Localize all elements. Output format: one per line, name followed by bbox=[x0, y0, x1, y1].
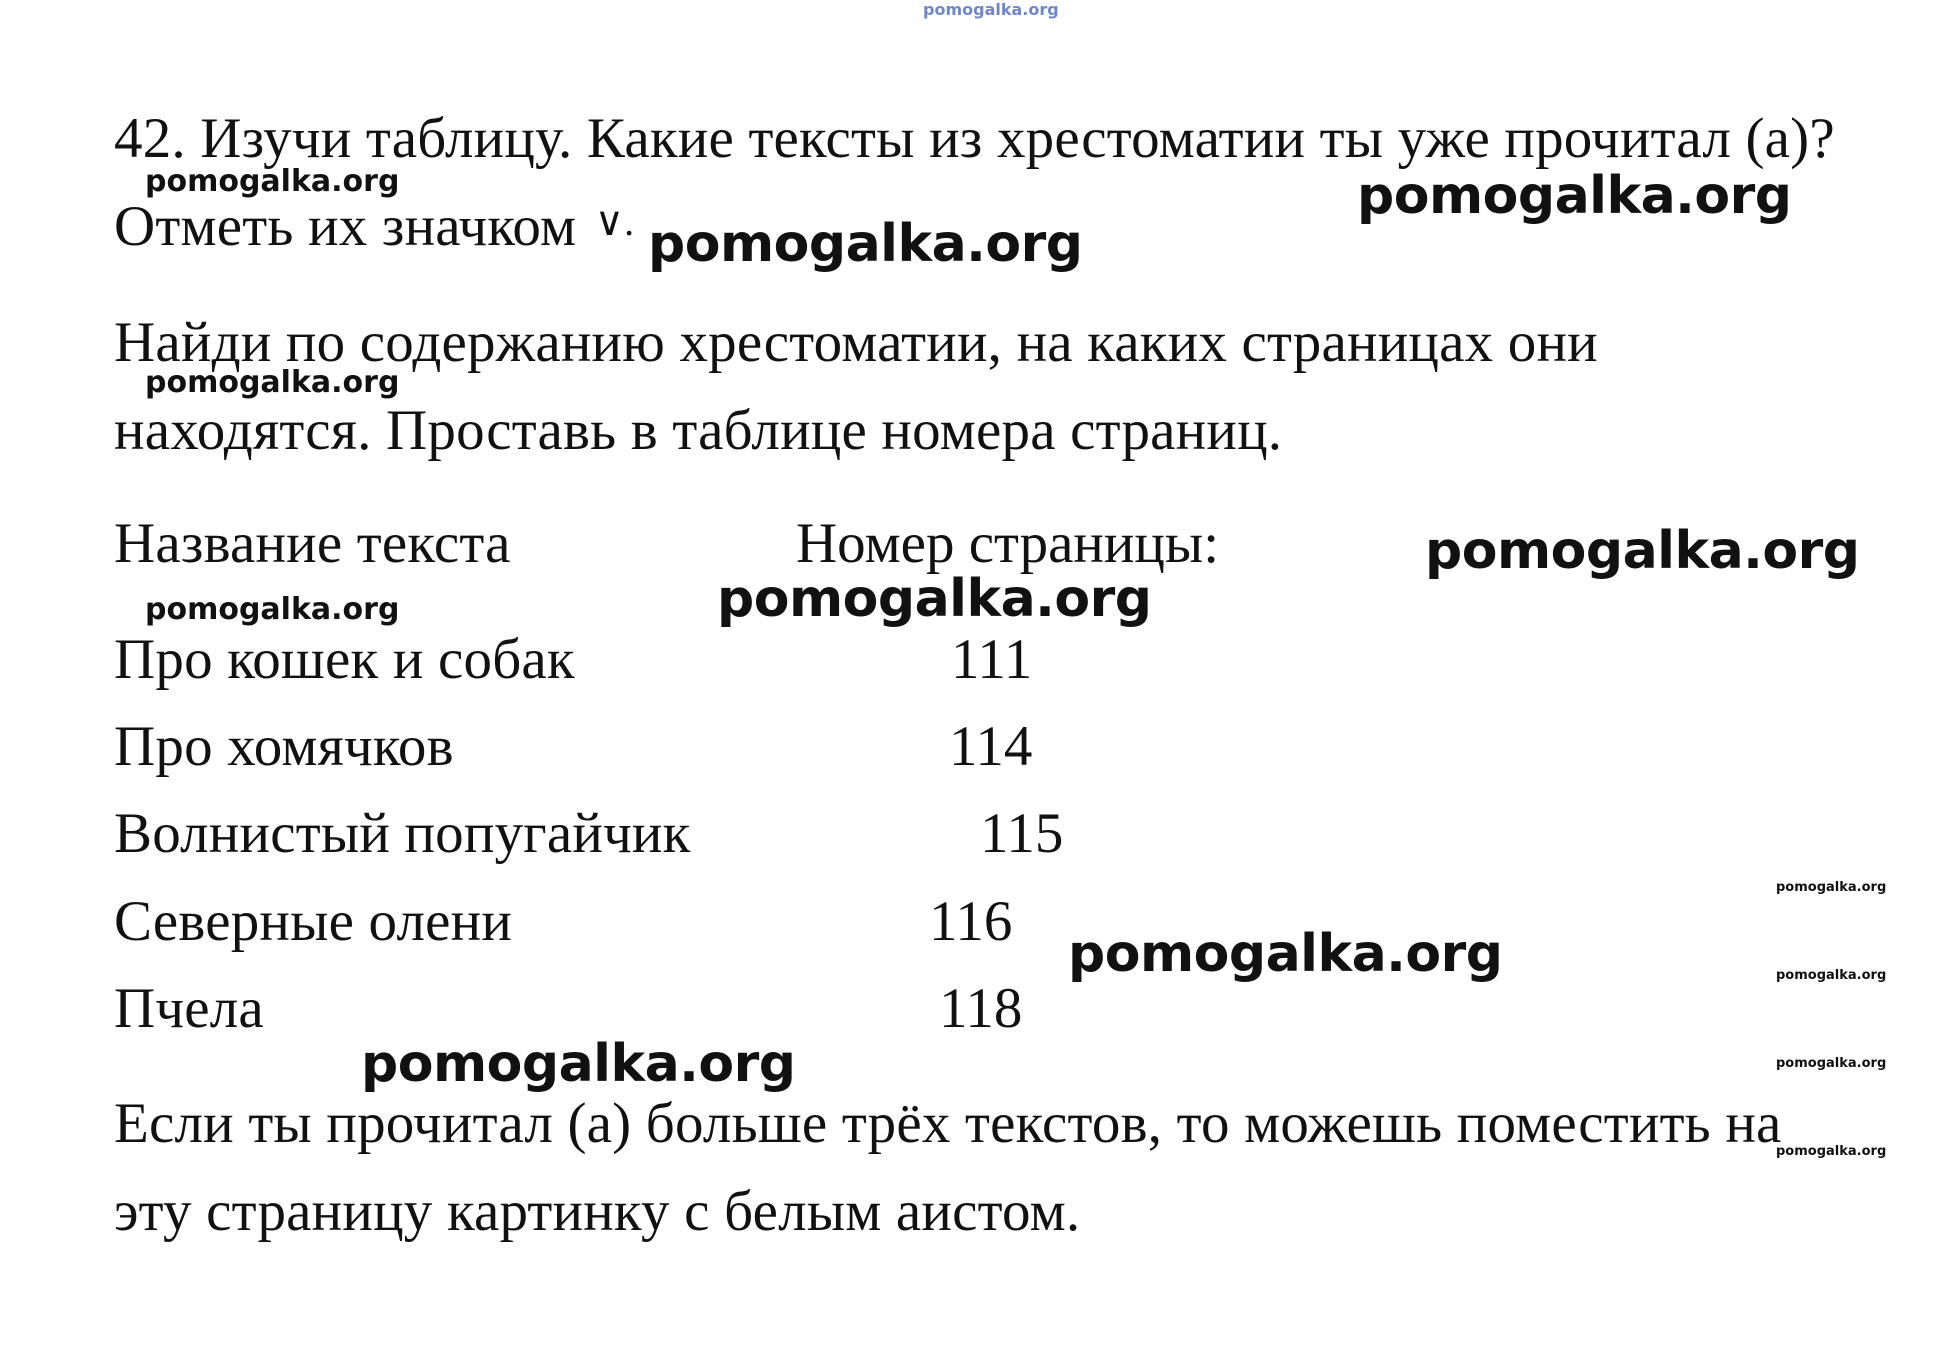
footer-line-2: эту страницу картинку с белым аистом. bbox=[114, 1180, 1081, 1243]
footer-line-1: Если ты прочитал (а) больше трёх текстов, то можешь поместить на bbox=[114, 1092, 1782, 1155]
watermark: pomogalka.org bbox=[1776, 880, 1887, 895]
watermark: pomogalka.org bbox=[145, 164, 400, 199]
table-row-title: Про кошек и собак bbox=[114, 628, 575, 691]
table-row-title: Северные олени bbox=[114, 890, 513, 953]
watermark: pomogalka.org bbox=[1357, 166, 1792, 226]
task-line-4: находятся. Проставь в таблице номера страниц. bbox=[114, 399, 1283, 462]
table-row-page: 114 bbox=[949, 715, 1033, 778]
watermark: pomogalka.org bbox=[361, 1034, 796, 1094]
table-row-page: 111 bbox=[951, 628, 1033, 691]
watermark: pomogalka.org bbox=[1068, 924, 1503, 984]
table-row-title: Пчела bbox=[114, 977, 264, 1040]
table-row-title: Про хомячков bbox=[114, 715, 454, 778]
table-header-title: Название текста bbox=[114, 512, 511, 575]
watermark: pomogalka.org bbox=[145, 592, 400, 627]
watermark-top: pomogalka.org bbox=[923, 0, 1059, 19]
watermark: pomogalka.org bbox=[1776, 968, 1887, 983]
watermark: pomogalka.org bbox=[1776, 1056, 1887, 1071]
watermark: pomogalka.org bbox=[717, 569, 1152, 629]
table-row-title: Волнистый попугайчик bbox=[114, 802, 691, 865]
checkmark-symbol: ∨. bbox=[594, 199, 635, 244]
watermark: pomogalka.org bbox=[648, 214, 1083, 274]
table-row-page: 116 bbox=[929, 890, 1013, 953]
watermark: pomogalka.org bbox=[1425, 521, 1860, 581]
table-header-page: Номер страницы: bbox=[796, 512, 1220, 575]
watermark: pomogalka.org bbox=[1776, 1144, 1887, 1159]
task-line-2 bbox=[114, 195, 635, 258]
task-line-1: 42. Изучи таблицу. Какие тексты из хрестоматии ты уже прочитал (а)? bbox=[114, 107, 1835, 170]
table-row-page: 115 bbox=[980, 802, 1064, 865]
task-line-3: Найди по содержанию хрестоматии, на каких страницах они bbox=[114, 311, 1598, 374]
task-line-2-text: Отметь их значком bbox=[114, 195, 577, 258]
watermark: pomogalka.org bbox=[145, 365, 400, 400]
table-row-page: 118 bbox=[939, 977, 1023, 1040]
